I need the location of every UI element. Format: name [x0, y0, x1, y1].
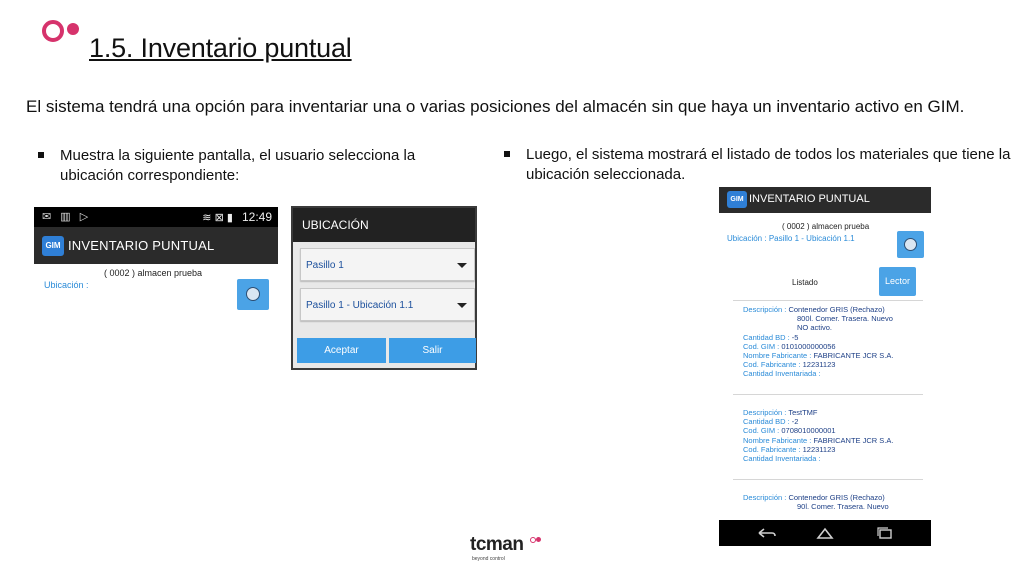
- field-label: Cantidad Inventariada :: [743, 369, 821, 379]
- location-picker-icon: [904, 238, 917, 251]
- bullet-item-1: [38, 146, 458, 190]
- bullet-text: Muestra la siguiente pantalla, el usuario selecciona la ubicación correspondiente:: [60, 147, 416, 184]
- tcman-logo: [470, 534, 550, 564]
- description-line-2: 90l. Comer. Trasera. Nuevo: [797, 502, 889, 512]
- brand-circles-logo: [40, 16, 84, 46]
- gim-code-value: 0101000000056: [781, 341, 836, 351]
- db-quantity-value: -5: [791, 332, 799, 342]
- wifi-icon: ≋: [202, 212, 212, 224]
- db-quantity-value: -2: [791, 417, 799, 427]
- location-value: Pasillo 1 - Ubicación 1.1: [768, 234, 855, 243]
- select-location-button[interactable]: [237, 279, 269, 310]
- notification-icons: ✉ ▥ ▷: [42, 211, 92, 223]
- field-label: Cod. Fabricante :: [743, 360, 801, 370]
- dialog-header: [293, 208, 475, 242]
- field-label: Nombre Fabricante :: [743, 351, 812, 361]
- location-line: [727, 234, 855, 243]
- divider: [733, 394, 923, 395]
- manufacturer-value: FABRICANTE JCR S.A.: [813, 435, 894, 445]
- description-line-2: 800l. Comer. Trasera. Nuevo: [797, 314, 893, 324]
- dropdown-arrow-icon: [457, 303, 467, 308]
- bullet-text: Luego, el sistema mostrará el listado de todos los materiales que tiene la ubicación seleccionada.: [526, 146, 1011, 183]
- app-bar: [719, 187, 931, 213]
- field-label: Cantidad Inventariada :: [743, 454, 821, 464]
- aisle-select[interactable]: [300, 248, 475, 281]
- intro-paragraph: El sistema tendrá una opción para inventariar una o varias posiciones del almacén sin que haya un inventario activo en GIM.: [26, 97, 965, 116]
- description-value: Contenedor GRIS (Rechazo): [788, 493, 885, 502]
- description-value: Contenedor GRIS (Rechazo): [788, 305, 885, 314]
- location-label: Ubicación :: [727, 234, 767, 243]
- slide-title: 1.5. Inventario puntual: [89, 33, 352, 63]
- bullet-square-icon: [504, 151, 510, 157]
- location-select[interactable]: [300, 288, 475, 321]
- status-icons: [202, 210, 272, 224]
- brand-wordmark: tcman: [470, 534, 524, 555]
- gim-code-value: 0708010000001: [781, 426, 836, 436]
- bullet-square-icon: [38, 152, 44, 158]
- brand-dot-icon: [536, 537, 541, 542]
- manufacturer-code-value: 12231123: [802, 444, 836, 454]
- home-icon[interactable]: [815, 526, 835, 540]
- warehouse-name: ( 0002 ) almacen prueba: [782, 222, 870, 231]
- android-status-bar: [34, 207, 278, 227]
- field-label: Descripción :: [743, 408, 787, 417]
- location-label: Ubicación :: [44, 280, 89, 290]
- reader-button[interactable]: Lector: [879, 267, 916, 296]
- accept-button[interactable]: Aceptar: [297, 338, 386, 363]
- location-dialog: [291, 206, 477, 370]
- exit-button[interactable]: Salir: [389, 338, 476, 363]
- back-icon[interactable]: [757, 527, 777, 539]
- manufacturer-value: FABRICANTE JCR S.A.: [813, 351, 894, 361]
- list-item[interactable]: [743, 305, 929, 379]
- gim-logo-icon: GIM: [42, 236, 64, 256]
- app-bar: [34, 227, 278, 264]
- location-select-value: Pasillo 1 - Ubicación 1.1: [306, 300, 414, 311]
- app-title: INVENTARIO PUNTUAL: [749, 193, 870, 205]
- list-heading: Listado: [792, 278, 818, 287]
- field-label: Nombre Fabricante :: [743, 435, 812, 445]
- recent-apps-icon[interactable]: [875, 526, 895, 540]
- screenshot-location-screen: [34, 207, 278, 319]
- list-item[interactable]: [743, 408, 929, 463]
- status-clock: 12:49: [241, 210, 272, 224]
- field-label: Descripción :: [743, 493, 787, 502]
- warehouse-name: ( 0002 ) almacen prueba: [104, 268, 203, 278]
- screenshot-material-list-screen: [719, 187, 931, 546]
- description-value: TestTMF: [788, 408, 818, 417]
- divider: [733, 479, 923, 480]
- description-line-3: NO activo.: [797, 323, 833, 333]
- bullet-item-2: [504, 145, 1014, 189]
- app-title: INVENTARIO PUNTUAL: [68, 238, 215, 253]
- android-nav-bar: [719, 520, 931, 546]
- dropdown-arrow-icon: [457, 263, 467, 268]
- gim-logo-icon: GIM: [727, 191, 747, 208]
- field-label: Cod. GIM :: [743, 341, 780, 351]
- field-label: Cod. Fabricante :: [743, 444, 801, 454]
- field-label: Cod. GIM :: [743, 426, 780, 436]
- select-location-button[interactable]: [897, 231, 924, 258]
- field-label: Cantidad BD :: [743, 417, 790, 427]
- field-label: Descripción :: [743, 305, 787, 314]
- list-item[interactable]: [743, 493, 929, 511]
- field-label: Cantidad BD :: [743, 332, 790, 342]
- location-picker-icon: [246, 287, 260, 301]
- no-signal-icon: ⊠: [214, 212, 224, 224]
- divider: [733, 300, 923, 301]
- battery-icon: ▮: [226, 212, 233, 224]
- aisle-select-value: Pasillo 1: [306, 260, 344, 271]
- brand-tagline: beyond control: [472, 556, 505, 562]
- manufacturer-code-value: 12231123: [802, 360, 836, 370]
- dialog-title: UBICACIÓN: [302, 218, 369, 232]
